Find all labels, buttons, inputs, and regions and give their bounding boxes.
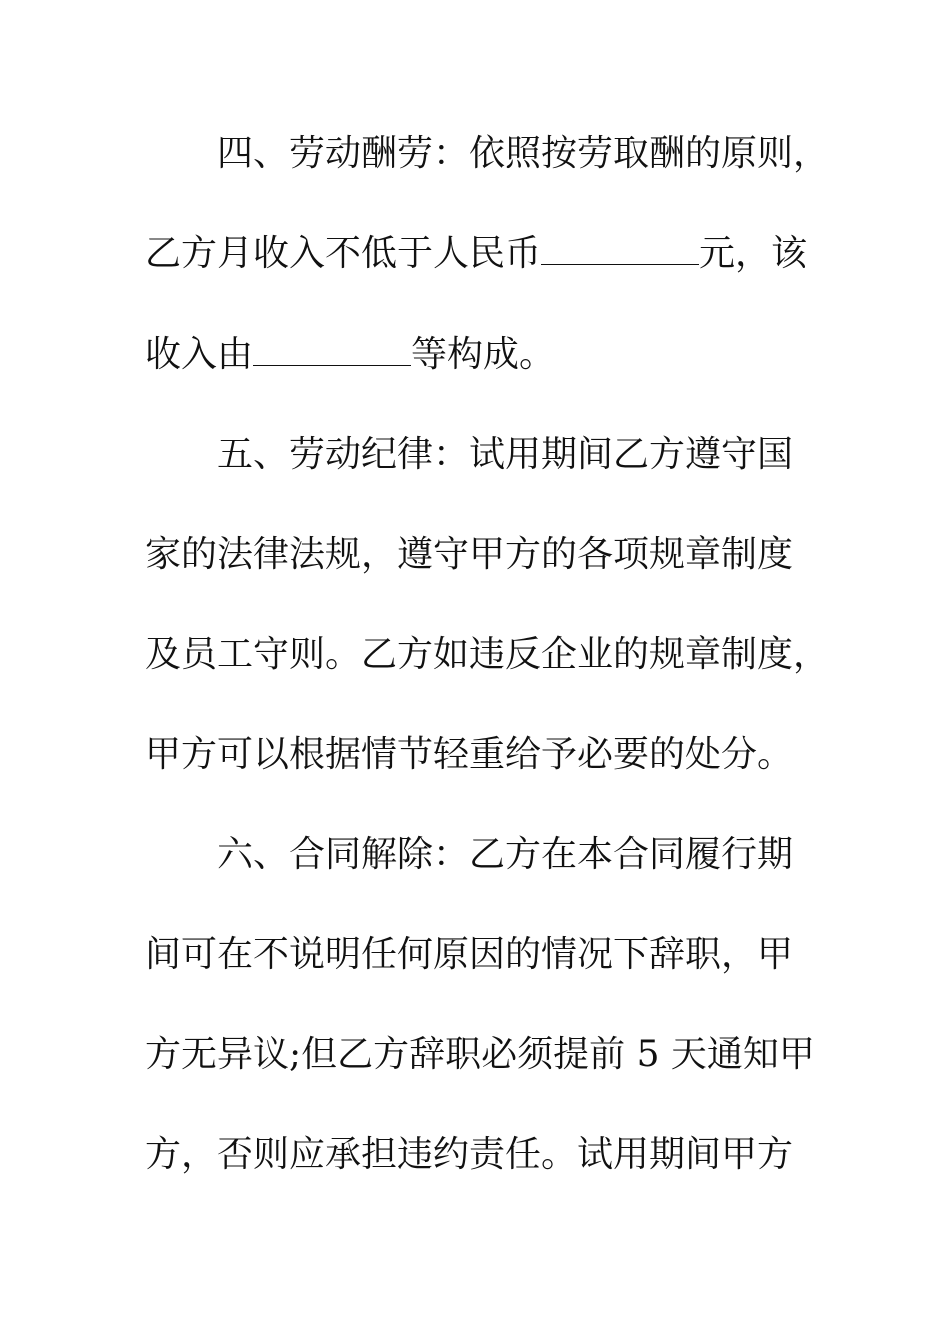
- paragraph-6-line-3: 方无异议;但乙方辞职必须提前 5 天通知甲: [145, 1034, 815, 1075]
- income-composition-label: 收入由: [145, 334, 254, 375]
- income-amount-blank: [541, 234, 699, 265]
- paragraph-5-line-3: 及员工守则。乙方如违反企业的规章制度，: [145, 634, 830, 675]
- income-composition-blank: [253, 335, 411, 366]
- paragraph-5-line-4: 甲方可以根据情节轻重给予必要的处分。: [145, 734, 794, 775]
- paragraph-5-line-2: 家的法律法规，遵守甲方的各项规章制度: [145, 534, 794, 575]
- paragraph-4-line-2: [145, 232, 825, 276]
- income-label: 乙方月收入不低于人民币: [145, 233, 542, 274]
- paragraph-4-line-1: 四、劳动酬劳：依照按劳取酬的原则，: [217, 133, 830, 174]
- paragraph-5-line-1: 五、劳动纪律：试用期间乙方遵守国: [217, 434, 794, 475]
- paragraph-6-line-1: 六、合同解除：乙方在本合同履行期: [217, 834, 794, 875]
- paragraph-4-line-3: [145, 333, 825, 377]
- paragraph-6-line-2: 间可在不说明任何原因的情况下辞职，甲: [145, 934, 794, 975]
- paragraph-6-line-4: 方，否则应承担违约责任。试用期间甲方: [145, 1134, 794, 1175]
- income-unit: 元，该: [699, 233, 808, 274]
- income-composition-suffix: 等构成。: [411, 334, 556, 375]
